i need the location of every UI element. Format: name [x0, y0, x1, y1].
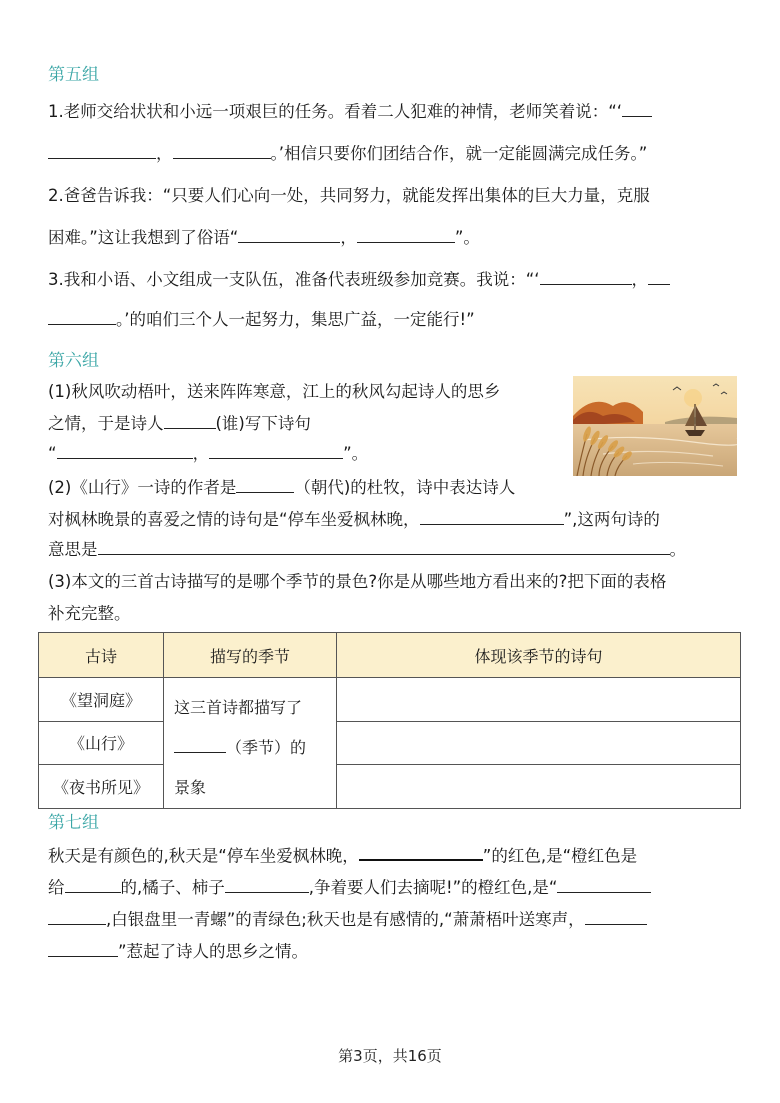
q3-text-a: 3.我和小语、小文组成一支队伍，准备代表班级参加竞赛。我说：“‘ — [48, 270, 540, 289]
poem-name: 《山行》 — [39, 721, 164, 765]
g7-text-l3a: ,白银盘里一青螺”的青绿色;秋天也是有感情的,“萧萧梧叶送寒声， — [106, 910, 585, 929]
poem-name: 《望洞庭》 — [39, 678, 164, 722]
p2-text-e: 意思是 — [48, 540, 98, 559]
blank[interactable] — [48, 307, 116, 325]
q2-text-d: ”。 — [454, 228, 480, 247]
group6-p3-line2: 补充完整。 — [48, 604, 131, 623]
blank[interactable] — [98, 537, 670, 555]
verse-answer-cell[interactable] — [337, 678, 741, 722]
header-poem: 古诗 — [39, 633, 164, 678]
poem-season-table — [38, 632, 741, 809]
autumn-river-illustration — [573, 376, 737, 476]
table-row — [39, 721, 741, 765]
blank[interactable] — [225, 875, 309, 893]
blank[interactable] — [557, 875, 651, 893]
g7-text-l1b: ”的红色,是“橙红色是 — [482, 846, 638, 866]
group7-heading: 第七组 — [48, 813, 99, 833]
q3-text-b: ， — [631, 270, 649, 289]
group5-q1-line1 — [48, 98, 652, 122]
p2-text-a: (2)《山行》一诗的作者是 — [48, 478, 237, 497]
season-cell — [164, 678, 337, 809]
blank[interactable] — [48, 141, 156, 159]
p2-text-c: 对枫林晚景的喜爱之情的诗句是“停车坐爱枫林晚， — [48, 510, 420, 529]
blank[interactable] — [622, 99, 652, 117]
header-verse: 体现该季节的诗句 — [337, 633, 741, 678]
group5-q3-line2 — [48, 306, 475, 330]
group7-line2 — [48, 874, 651, 898]
q2-text-b: 困难。”这让我想到了俗语“ — [48, 228, 239, 247]
blank[interactable] — [174, 732, 226, 753]
blank[interactable] — [648, 267, 670, 285]
group6-p3-line1: (3)本文的三首古诗描写的是哪个季节的景色?你是从哪些地方看出来的?把下面的表格 — [48, 572, 667, 591]
verse-answer-cell[interactable] — [337, 765, 741, 809]
page-footer: 第3页，共16页 — [338, 1047, 442, 1065]
blank[interactable] — [209, 441, 343, 459]
season-line-b — [174, 728, 328, 768]
p1-text-c: (谁)写下诗句 — [215, 414, 311, 433]
blank[interactable] — [48, 907, 106, 925]
group5-q2-line2 — [48, 224, 480, 248]
blank[interactable] — [65, 875, 121, 893]
q2-text-c: ， — [340, 228, 357, 247]
group5-q1-line2 — [48, 140, 647, 164]
season-text-b: （季节）的 — [226, 738, 307, 757]
g7-text-l2c: ,争着要人们去摘呢!”的橙红色,是“ — [308, 878, 558, 897]
season-text-c: 景象 — [174, 778, 207, 797]
header-season: 描写的季节 — [164, 633, 337, 678]
q3-text-c: 。’的咱们三个人一起努力，集思广益，一定能行!” — [116, 310, 475, 329]
table-header-row — [39, 633, 741, 678]
p2-text-b: （朝代)的杜牧，诗中表达诗人 — [294, 478, 516, 497]
p2-text-f: 。 — [669, 540, 686, 559]
group6-p1-line3 — [48, 440, 368, 464]
g7-text-l2a: 给 — [48, 878, 65, 897]
p1-text-d: “ — [48, 444, 57, 463]
group6-p2-line1 — [48, 474, 515, 498]
group6-heading: 第六组 — [48, 351, 99, 371]
blank[interactable] — [585, 907, 647, 925]
poem-name: 《夜书所见》 — [39, 765, 164, 809]
blank[interactable] — [48, 939, 118, 957]
blank[interactable] — [236, 475, 294, 493]
q1-text-a: 1.老师交给状状和小远一项艰巨的任务。看着二人犯难的神情，老师笑着说：“‘ — [48, 102, 623, 121]
group5-q2-line1: 2.爸爸告诉我：“只要人们心向一处，共同努力，就能发挥出集体的巨大力量，克服 — [48, 186, 650, 205]
verse-answer-cell[interactable] — [337, 721, 741, 765]
group5-heading: 第五组 — [48, 65, 99, 85]
blank[interactable] — [420, 507, 564, 525]
group7-line1 — [48, 842, 637, 866]
p2-text-d: ”,这两句诗的 — [563, 510, 660, 529]
season-text-a: 这三首诗都描写了 — [174, 698, 303, 717]
blank[interactable] — [540, 267, 632, 285]
blank[interactable] — [164, 411, 216, 429]
group6-p1-line2 — [48, 410, 311, 434]
g7-text-l4a: ”惹起了诗人的思乡之情。 — [118, 942, 309, 961]
group5-q3-line1 — [48, 266, 670, 290]
p1-text-e: ， — [192, 444, 210, 463]
blank[interactable] — [173, 141, 271, 159]
p1-text-f: ”。 — [343, 444, 369, 463]
q1-text-c: 。’相信只要你们团结合作，就一定能圆满完成任务。” — [270, 144, 648, 163]
table-row — [39, 765, 741, 809]
table-row — [39, 678, 741, 722]
q1-text-b: ， — [156, 144, 173, 163]
group6-p2-line2 — [48, 506, 660, 530]
group7-line4 — [48, 938, 308, 962]
p1-text-b: 之情，于是诗人 — [48, 414, 164, 433]
g7-text-l2b: 的,橘子、柿子 — [120, 878, 225, 897]
group6-p1-line1: (1)秋风吹动梧叶，送来阵阵寒意，江上的秋风勾起诗人的思乡 — [48, 382, 501, 401]
blank[interactable] — [238, 225, 340, 243]
blank[interactable] — [57, 441, 193, 459]
g7-text-l1a: 秋天是有颜色的,秋天是“停车坐爱枫林晚， — [48, 846, 359, 866]
group6-p2-line3 — [48, 536, 686, 560]
group7-line3 — [48, 906, 647, 930]
blank[interactable] — [359, 842, 483, 861]
blank[interactable] — [357, 225, 455, 243]
